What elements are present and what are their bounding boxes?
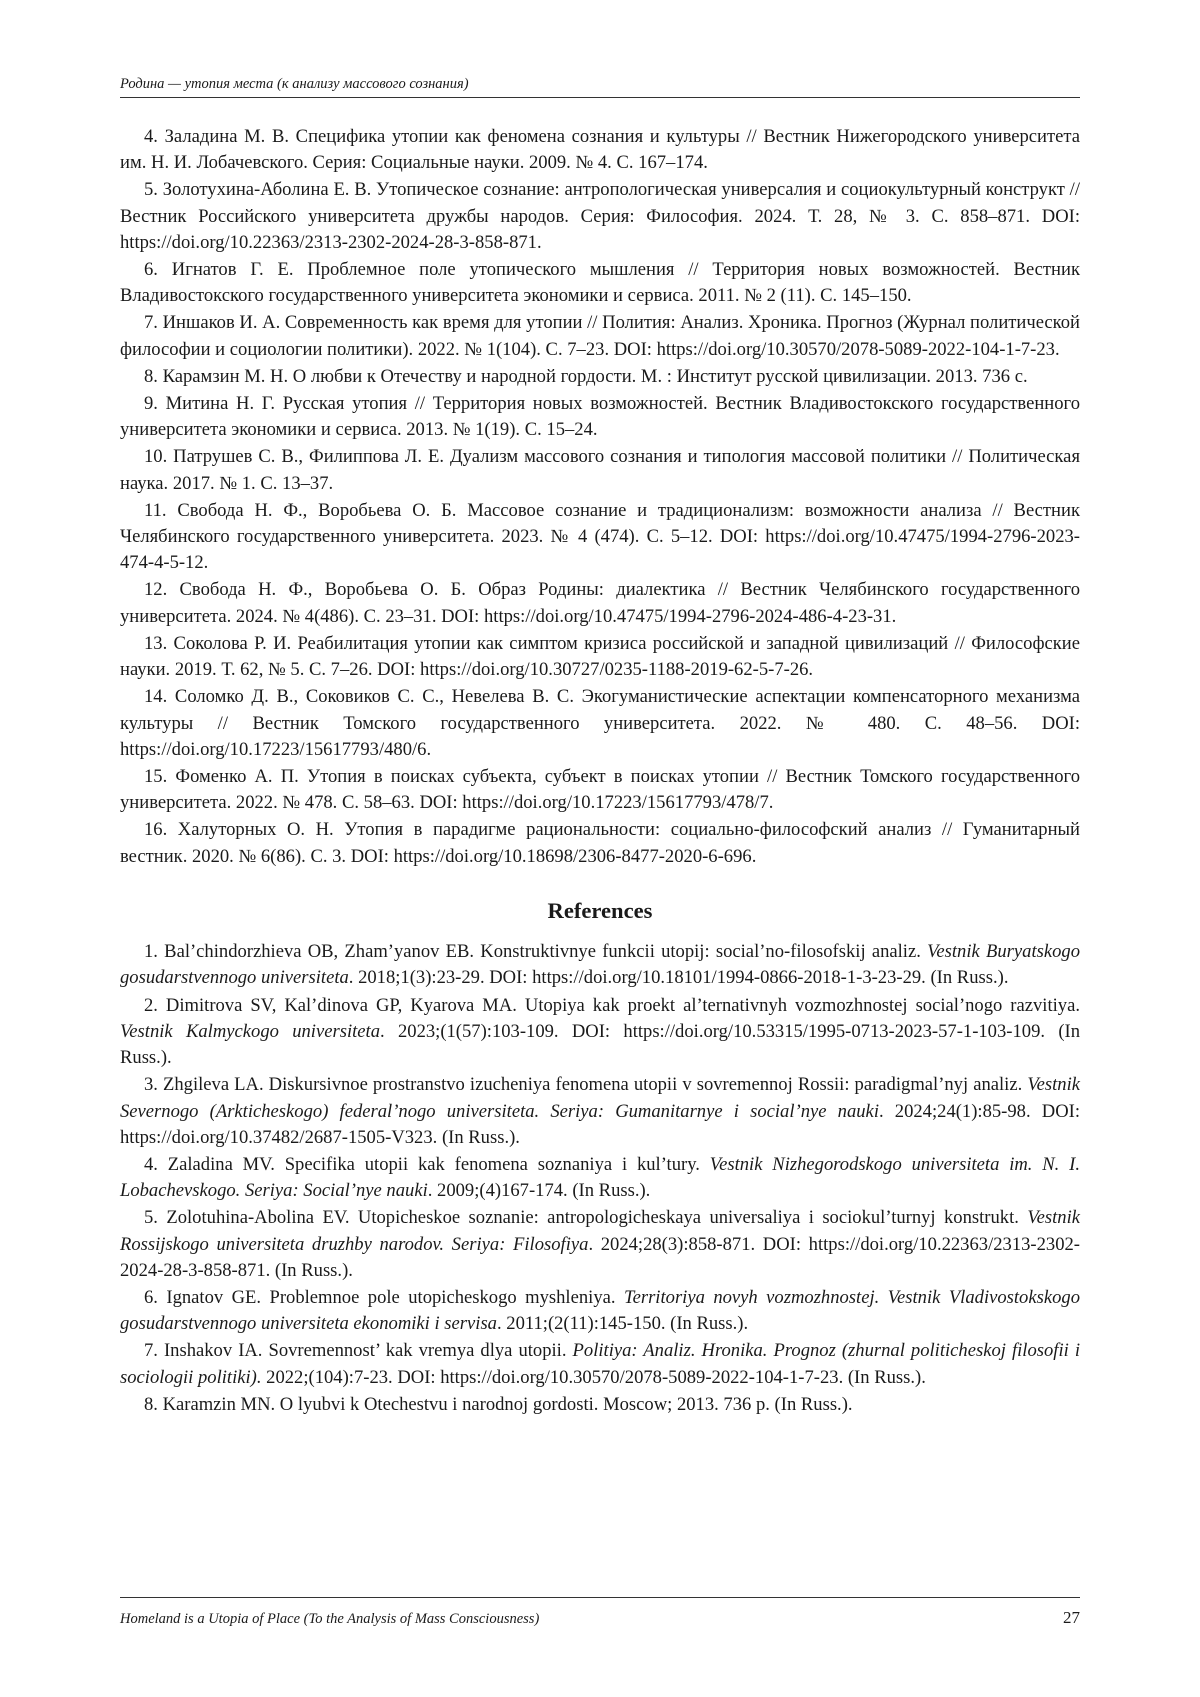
reference-item: 15. Фоменко А. П. Утопия в поисках субъекта, субъект в поисках утопии // Вестник Томского государственного университета. 2022. № 478. С. 58–63. DOI: https://doi.org/10.17223/15617793/478/7.	[120, 765, 1080, 814]
reference-item: 12. Свобода Н. Ф., Воробьева О. Б. Образ Родины: диалектика // Вестник Челябинского государственного университета. 2024. № 4(486). С. 23–31. DOI: https://doi.org/10.47475/1994-2796-2024-486-4-23-31.	[120, 579, 1080, 627]
footer-english-title: Homeland is a Utopia of Place (To the Analysis of Mass Consciousness)	[120, 1611, 540, 1627]
journal-title: Vestnik Severnogo (Arkticheskogo) federal’nogo universiteta. Seriya: Gumanitarnye i social’nye nauki	[120, 1074, 1080, 1122]
reference-item	[120, 1072, 1080, 1151]
reference-item: 4. Заладина М. В. Специфика утопии как феномена сознания и культуры // Вестник Нижегородского университета им. Н. И. Лобачевского. Серия: Социальные науки. 2009. № 4. С. 167–174.	[120, 126, 1080, 174]
reference-details: . 2009;(4)167-174. (In Russ.).	[427, 1180, 651, 1202]
reference-item: 16. Халуторных О. Н. Утопия в парадигме рациональности: социально-философский анализ // Гуманитарный вестник. 2020. № 6(86). С. 3. DOI: https://doi.org/10.18698/2306-8477-2020-6-696.	[120, 819, 1080, 867]
journal-title: Vestnik Nizhegorodskogo universiteta im. N. I. Lobachevskogo. Seriya: Social’nye nauki	[120, 1153, 1081, 1202]
reference-details: . 2024;24(1):85-98. DOI: https://doi.org/10.37482/2687-1505-V323. (In Russ.).	[120, 1100, 1080, 1148]
reference-item	[120, 1205, 1080, 1284]
english-reference-list	[120, 939, 1080, 1418]
journal-title: Territoriya novyh vozmozhnostej. Vestnik Vladivostokskogo gosudarstvennogo universiteta ekonomiki i servisa	[120, 1287, 1080, 1335]
running-title: Родина — утопия места (к анализу массового сознания)	[120, 76, 469, 92]
reference-item	[120, 993, 1080, 1072]
reference-details: . 2011;(2(11):145-150. (In Russ.).	[496, 1313, 749, 1335]
reference-text: 3. Zhgileva LA. Diskursivnoe prostranstvo izucheniya fenomena utopii v sovremennoj Rossii: paradigmal’nyj analiz.	[144, 1074, 1028, 1096]
reference-text: 8. Karamzin MN. O lyubvi k Otechestvu i narodnoj gordosti. Moscow; 2013. 736 p. (In Russ.).	[144, 1393, 853, 1415]
page-number: 27	[1063, 1608, 1080, 1627]
reference-text: 1. Bal’chindorzhieva OB, Zham’yanov EB. Konstruktivnye funkcii utopij: social’no-filosofskij analiz.	[144, 941, 928, 963]
reference-item: 10. Патрушев С. В., Филиппова Л. Е. Дуализм массового сознания и типология массовой политики // Политическая наука. 2017. № 1. С. 13–37.	[120, 446, 1080, 494]
reference-item	[120, 1338, 1080, 1391]
reference-item: 7. Иншаков И. А. Современность как время для утопии // Полития: Анализ. Хроника. Прогноз (Журнал политической философии и социологии политики). 2022. № 1(104). С. 7–23. DOI: https://doi.org/10.30570/2078-5089-2022-104-1-7-23.	[120, 312, 1080, 360]
references-heading: References	[547, 897, 653, 923]
russian-reference-list	[120, 124, 1080, 870]
reference-item: 6. Игнатов Г. Е. Проблемное поле утопического мышления // Территория новых возможностей. Вестник Владивостокского государственного университета экономики и сервиса. 2011. № 2 (11). С. 145–150.	[120, 259, 1080, 307]
reference-text: 5. Zolotuhina-Abolina EV. Utopicheskoe soznanie: antropologicheskaya universaliya i sociokul’turnyj konstrukt.	[144, 1207, 1028, 1229]
journal-title: Vestnik Kalmyckogo universiteta	[120, 1020, 381, 1042]
running-header	[120, 76, 1080, 98]
reference-item: 13. Соколова Р. И. Реабилитация утопии как симптом кризиса российской и западной цивилизаций // Философские науки. 2019. Т. 62, № 5. С. 7–26. DOI: https://doi.org/10.30727/0235-1188-2019-62-5-7-26.	[120, 632, 1080, 681]
reference-item: 11. Свобода Н. Ф., Воробьева О. Б. Массовое сознание и традиционализм: возможности анализа // Вестник Челябинского государственного университета. 2023. № 4 (474). С. 5–12. DOI: https://doi.org/10.47475/1994-2796-2023-474-4-5-12.	[120, 499, 1080, 574]
page-footer	[120, 1597, 1080, 1628]
reference-item	[120, 1152, 1080, 1205]
reference-item: 8. Карамзин М. Н. О любви к Отечеству и народной гордости. М. : Институт русской цивилизации. 2013. 736 с.	[144, 365, 1028, 387]
reference-item	[120, 1392, 1080, 1418]
reference-details: . 2024;28(3):858-871. DOI: https://doi.org/10.22363/2313-2302-2024-28-3-858-871. (In Russ.).	[120, 1233, 1081, 1281]
page-content	[120, 124, 1080, 1419]
reference-text: 4. Zaladina MV. Specifika utopii kak fenomena soznaniya i kul’tury.	[144, 1153, 710, 1175]
reference-text: 7. Inshakov IA. Sovremennost’ kak vremya dlya utopii.	[144, 1340, 573, 1362]
reference-details: . 2023;(1(57):103-109. DOI: https://doi.org/10.53315/1995-0713-2023-57-1-103-109. (In Russ.).	[120, 1020, 1080, 1069]
reference-item	[120, 939, 1080, 992]
reference-details: . 2018;1(3):23-29. DOI: https://doi.org/10.18101/1994-0866-2018-1-3-23-29. (In Russ.).	[348, 967, 1009, 989]
reference-item: 5. Золотухина-Аболина Е. В. Утопическое сознание: антропологическая универсалия и социокультурный конструкт // Вестник Российского университета дружбы народов. Серия: Философия. 2024. Т. 28, № 3. С. 858–871. DOI: https://doi.org/10.22363/2313-2302-2024-28-3-858-871.	[120, 179, 1080, 253]
reference-item: 14. Соломко Д. В., Соковиков С. С., Невелева В. С. Экогуманистические аспектации компенсаторного механизма культуры // Вестник Томского государственного университета. 2022. № 480. С. 48–56. DOI: https://doi.org/10.17223/15617793/480/6.	[120, 686, 1080, 760]
journal-title: Politiya: Analiz. Hronika. Prognoz (zhurnal politicheskoj filosofii i sociologii politiki).	[120, 1340, 1080, 1388]
journal-title: Vestnik Rossijskogo universiteta druzhby narodov. Seriya: Filosofiya	[120, 1207, 1080, 1255]
reference-text: 6. Ignatov GE. Problemnoe pole utopicheskogo myshleniya.	[144, 1287, 624, 1309]
reference-text: 2. Dimitrova SV, Kal’dinova GP, Kyarova MA. Utopiya kak proekt al’ternativnyh vozmozhnostej social’nogo razvitiya.	[144, 994, 1080, 1016]
reference-item: 9. Митина Н. Г. Русская утопия // Территория новых возможностей. Вестник Владивостокского государственного университета экономики и сервиса. 2013. № 1(19). С. 15–24.	[120, 392, 1080, 441]
reference-item	[120, 1285, 1080, 1338]
reference-details: 2022;(104):7-23. DOI: https://doi.org/10.30570/2078-5089-2022-104-1-7-23. (In Russ.).	[261, 1366, 926, 1388]
journal-title: Vestnik Buryatskogo gosudarstvennogo universiteta	[120, 941, 1080, 989]
